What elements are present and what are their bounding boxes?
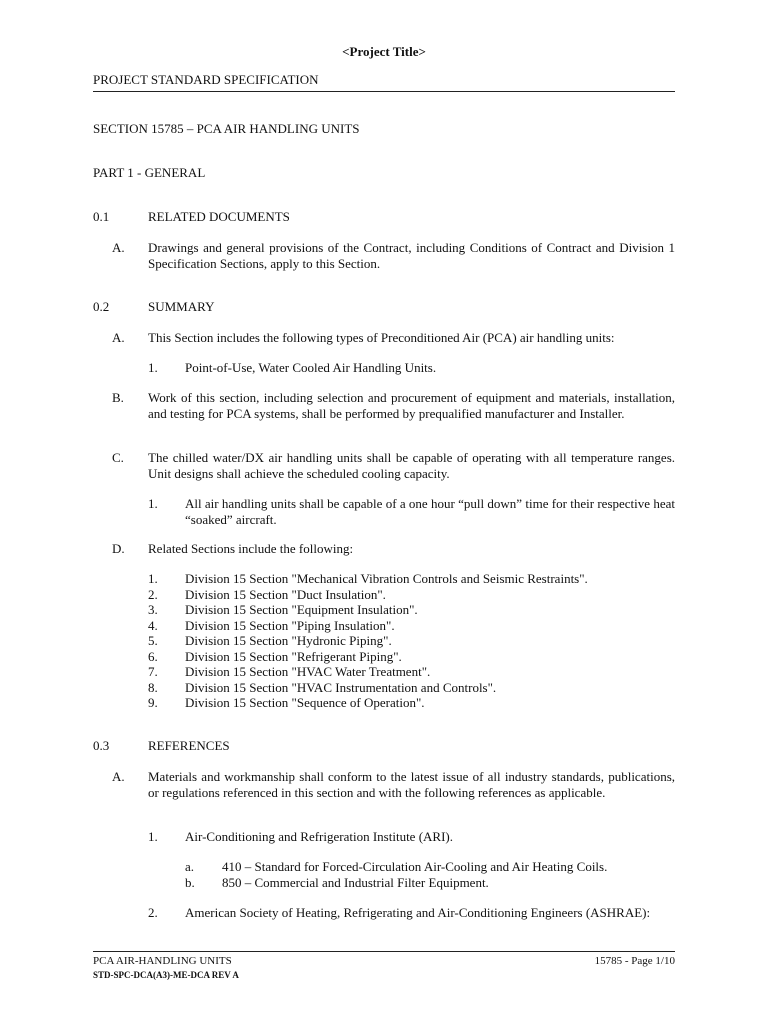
- page-number: 15785 - Page 1/10: [594, 955, 675, 967]
- subparagraph-label: 2.: [148, 905, 158, 920]
- article-title: RELATED DOCUMENTS: [148, 209, 290, 224]
- document-id: STD-SPC-DCA(A3)-ME-DCA REV A: [93, 970, 239, 980]
- paragraph-text: Related Sections include the following:: [148, 541, 354, 556]
- list-item-label: 6.: [148, 648, 158, 664]
- paragraph-text: Work of this section, including selection and procurement of equipment and materials, installation, and testing for PCA systems, shall be performed by prequalified manufacturer and Installer.: [148, 390, 675, 421]
- item-text: 410 – Standard for Forced-Circulation Air-Cooling and Air Heating Coils.: [222, 859, 608, 874]
- list-item: Division 15 Section "Sequence of Operation".: [185, 695, 425, 710]
- paragraph-label: A.: [112, 330, 125, 345]
- list-item: Division 15 Section "Equipment Insulation".: [185, 602, 418, 617]
- paragraph-label: D.: [112, 541, 125, 556]
- item-label: b.: [185, 875, 195, 890]
- list-item-label: 8.: [148, 679, 158, 695]
- list-item: Division 15 Section "HVAC Water Treatment".: [185, 664, 431, 679]
- list-item: Division 15 Section "Refrigerant Piping".: [185, 648, 402, 664]
- list-item-label: 2.: [148, 586, 158, 602]
- paragraph-text: This Section includes the following types of Preconditioned Air (PCA) air handling units:: [148, 330, 615, 345]
- article-number: 0.1: [93, 209, 110, 224]
- paragraph-label: B.: [112, 390, 124, 405]
- project-title: <Project Title>: [342, 44, 426, 59]
- item-text: 850 – Commercial and Industrial Filter Equipment.: [222, 875, 489, 890]
- footer-title: PCA AIR-HANDLING UNITS: [93, 955, 232, 967]
- paragraph-label: A.: [112, 769, 125, 784]
- list-item-label: 7.: [148, 664, 158, 679]
- subparagraph-label: 1.: [148, 496, 158, 511]
- list-item: Division 15 Section "Duct Insulation".: [185, 586, 386, 602]
- footer-divider: [93, 951, 675, 952]
- paragraph-text: Materials and workmanship shall conform to the latest issue of all industry standards, publications, or regulations referenced in this section and with the following references as applicable.: [148, 769, 675, 800]
- list-item: Division 15 Section "Piping Insulation".: [185, 617, 395, 633]
- list-item: Division 15 Section "HVAC Instrumentation and Controls".: [185, 679, 497, 695]
- list-item-label: 1.: [148, 571, 158, 586]
- subparagraph-text: American Society of Heating, Refrigerating and Air-Conditioning Engineers (ASHRAE):: [185, 905, 651, 920]
- subparagraph-text: Point-of-Use, Water Cooled Air Handling Units.: [185, 360, 437, 375]
- section-title: SECTION 15785 – PCA AIR HANDLING UNITS: [93, 121, 360, 136]
- paragraph-label: C.: [112, 450, 124, 465]
- list-item-label: 4.: [148, 617, 158, 633]
- article-number: 0.2: [93, 299, 110, 314]
- article-title: REFERENCES: [148, 738, 230, 753]
- subparagraph-text: Air-Conditioning and Refrigeration Institute (ARI).: [185, 829, 453, 844]
- list-item: Division 15 Section "Hydronic Piping".: [185, 633, 392, 648]
- subparagraph-label: 1.: [148, 360, 158, 375]
- spec-header: PROJECT STANDARD SPECIFICATION: [93, 72, 319, 87]
- part-title: PART 1 - GENERAL: [93, 165, 206, 180]
- header-divider: [93, 91, 675, 92]
- paragraph-text: Drawings and general provisions of the Contract, including Conditions of Contract and Division 1 Specification Sections, apply to this Section.: [148, 240, 675, 271]
- paragraph-text: The chilled water/DX air handling units shall be capable of operating with all temperature ranges. Unit designs shall achieve the scheduled cooling capacity.: [148, 450, 675, 481]
- article-title: SUMMARY: [148, 299, 215, 314]
- paragraph-label: A.: [112, 240, 125, 255]
- item-label: a.: [185, 859, 195, 874]
- subparagraph-label: 1.: [148, 829, 158, 844]
- article-number: 0.3: [93, 738, 110, 753]
- list-item-label: 9.: [148, 695, 158, 710]
- subparagraph-text: All air handling units shall be capable of a one hour “pull down” time for their respective heat “soaked” aircraft.: [185, 496, 675, 527]
- list-item-label: 5.: [148, 633, 158, 648]
- list-item: Division 15 Section "Mechanical Vibration Controls and Seismic Restraints".: [185, 571, 588, 586]
- list-item-label: 3.: [148, 602, 158, 617]
